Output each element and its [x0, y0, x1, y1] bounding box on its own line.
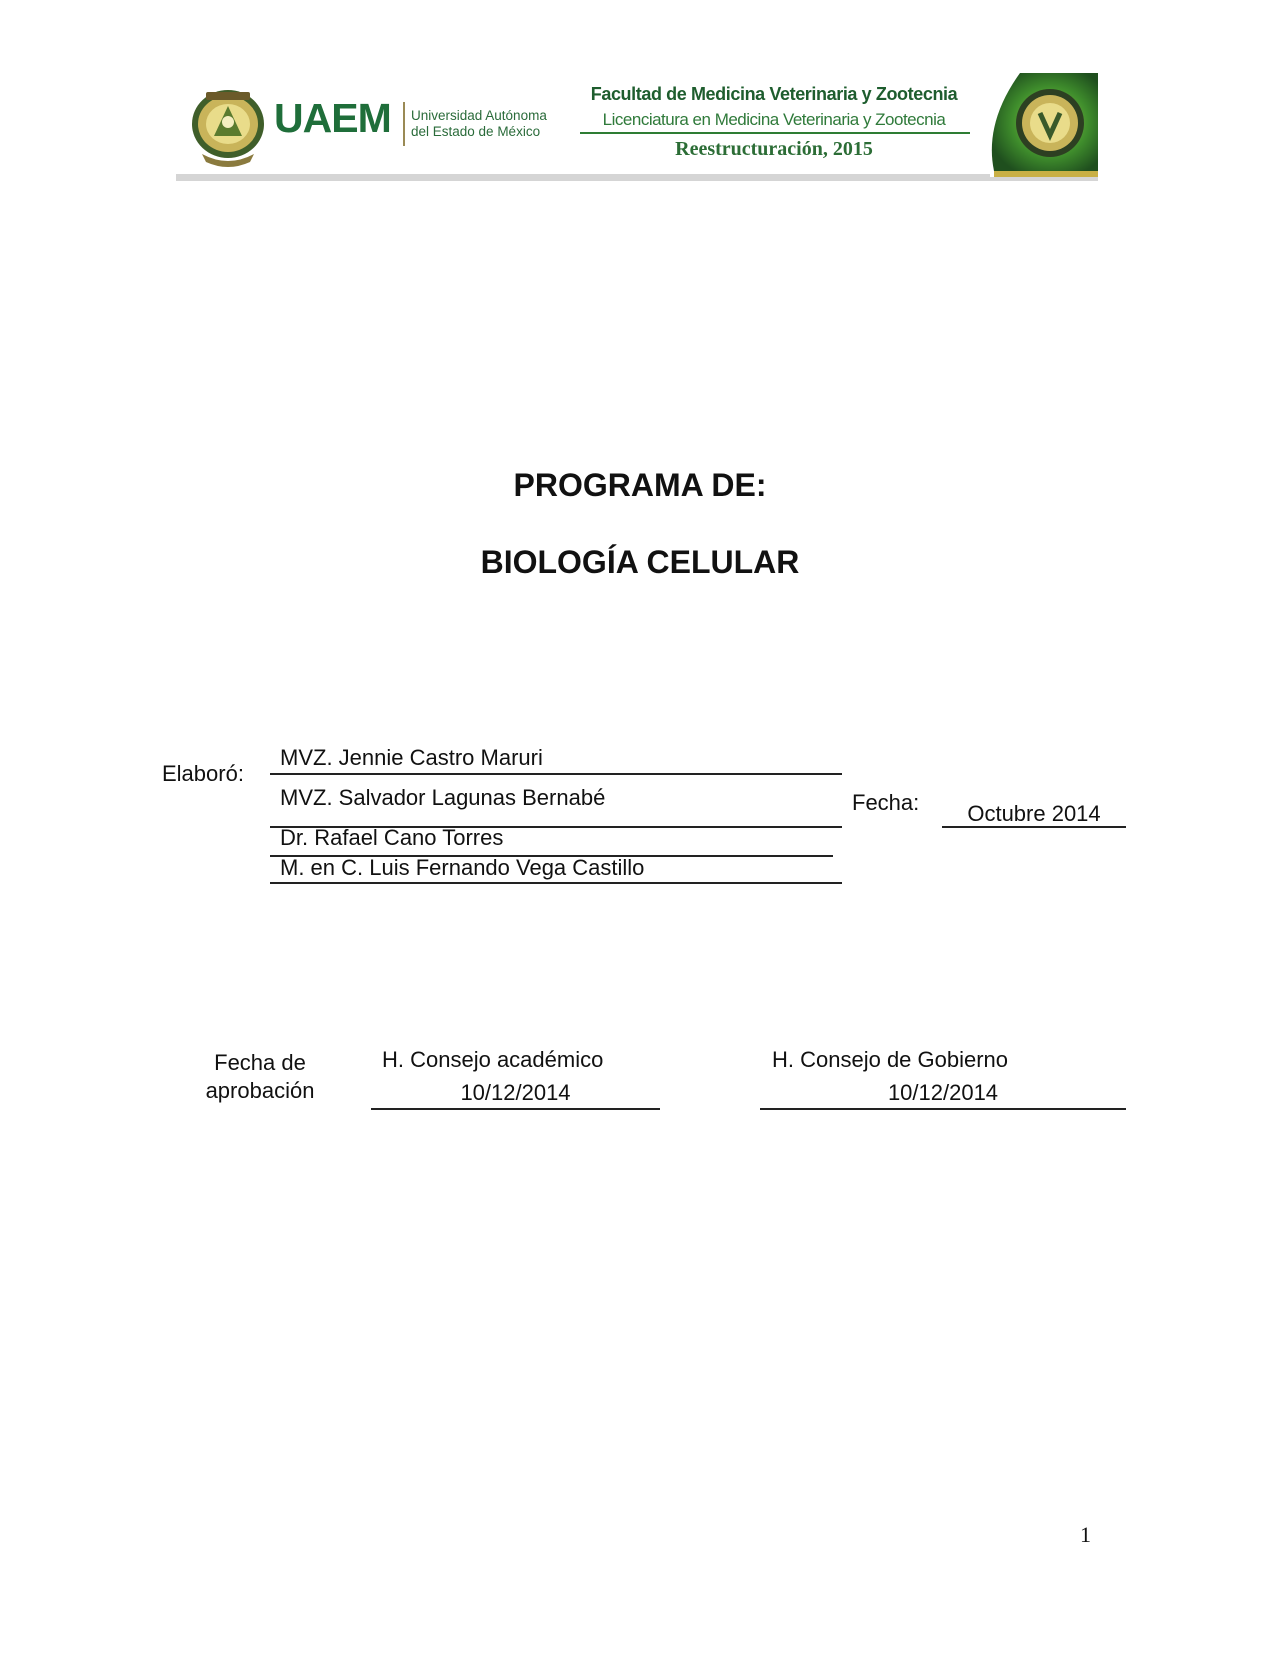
prepared-by-label: Elaboró:	[162, 761, 244, 786]
government-council-underline	[760, 1108, 1126, 1110]
author-name: MVZ. Salvador Lagunas Bernabé	[280, 785, 606, 810]
university-name-line1: Universidad Autónoma	[411, 108, 547, 123]
university-name	[411, 108, 547, 140]
government-council-label: H. Consejo de Gobierno	[772, 1047, 1009, 1072]
author-name: Dr. Rafael Cano Torres	[280, 825, 504, 850]
date-underline	[942, 826, 1126, 828]
author-underline	[270, 882, 842, 884]
header-banner	[176, 70, 1098, 182]
academic-council-date: 10/12/2014	[460, 1080, 571, 1105]
author-underline	[270, 773, 842, 775]
uaem-seal-icon	[188, 84, 268, 170]
date-value: Octubre 2014	[967, 801, 1101, 826]
faculty-rule	[580, 132, 970, 134]
faculty-name: Facultad de Medicina Veterinaria y Zootecnia	[590, 84, 958, 104]
page-number: 1	[1080, 1522, 1091, 1547]
document-title-line1: PROGRAMA DE:	[513, 467, 767, 503]
fmvz-logo-icon	[990, 73, 1098, 177]
university-name-line2: del Estado de México	[411, 124, 541, 139]
academic-council-underline	[371, 1108, 660, 1110]
uaem-logo-text: UAEM	[274, 95, 391, 141]
document-title-subject: BIOLOGÍA CELULAR	[480, 544, 800, 580]
date-label: Fecha:	[852, 790, 920, 815]
banner-base-strip	[176, 174, 1098, 181]
approval-date-label	[200, 1049, 320, 1105]
author-name: MVZ. Jennie Castro Maruri	[280, 745, 543, 770]
government-council-date: 10/12/2014	[887, 1080, 999, 1105]
degree-name: Licenciatura en Medicina Veterinaria y Zootecnia	[602, 110, 946, 129]
logo-separator	[403, 102, 405, 146]
academic-council-label: H. Consejo académico	[382, 1047, 604, 1072]
approval-label-line1: Fecha de	[214, 1050, 306, 1075]
approval-label-line2: aprobación	[205, 1078, 315, 1103]
restructuring-year: Reestructuración, 2015	[675, 138, 873, 160]
author-name: M. en C. Luis Fernando Vega Castillo	[280, 855, 645, 880]
